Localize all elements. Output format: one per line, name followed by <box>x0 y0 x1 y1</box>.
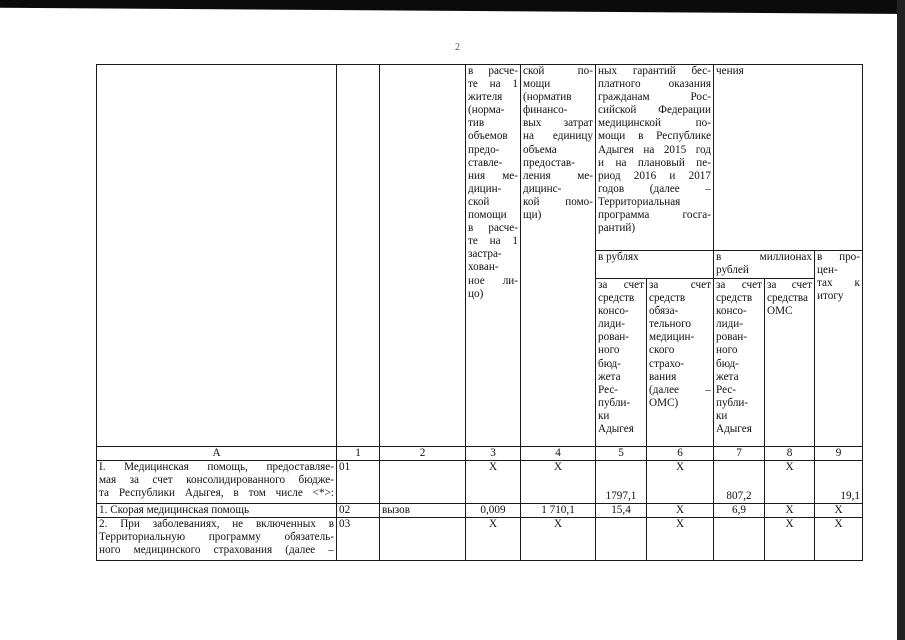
row-unit <box>380 518 466 561</box>
row-c3: 0,009 <box>466 504 521 518</box>
row-c4: Х <box>521 461 596 504</box>
header-name-cell <box>97 65 337 447</box>
colnum-3: 3 <box>466 447 521 461</box>
column-number-row <box>97 447 863 461</box>
row-c7: 807,2 <box>714 461 765 504</box>
header-program-text: ных гарантий бес- платного оказания гражданам Рос- сийской Федерации медицинской по- мощи в Республике Адыгея на 2015 год и на плановый пе- риод 2016 и 2017 годов (далее – Территориальная программа госга- рантий) <box>596 65 714 251</box>
row-c5 <box>596 518 647 561</box>
colnum-9: 9 <box>815 447 863 461</box>
header-in-percent: в про- цен- тах к итогу <box>815 251 863 447</box>
row-c5: 1797,1 <box>596 461 647 504</box>
row-code: 02 <box>337 504 380 518</box>
row-c5: 15,4 <box>596 504 647 518</box>
row-c9: Х <box>815 518 863 561</box>
table-row <box>97 461 863 504</box>
colnum-6: 6 <box>647 447 714 461</box>
page-number: 2 <box>455 42 460 53</box>
row-c8: Х <box>765 461 815 504</box>
row-name: I. Медицинская помощь, предоставляе- мая за счет консолидированного бюдже- та Республики Адыгея, в том числе <*>: <box>97 461 337 504</box>
table-row <box>97 518 863 561</box>
row-name: 2. При заболеваниях, не включенных в Территориальную программу обязатель- ного медицинского страхования (далее – <box>97 518 337 561</box>
row-c4: Х <box>521 518 596 561</box>
row-c7: 6,9 <box>714 504 765 518</box>
row-name: 1. Скорая медицинская помощь <box>97 504 337 518</box>
header-volume-norm: в расче- те на 1 жителя (норма- тив объемов предо- ставле- ния ме- дицин- ской помощи в расче- те на 1 застра- хован- ное ли- цо) <box>466 65 521 447</box>
row-c4: 1 710,1 <box>521 504 596 518</box>
header-unit-cell <box>380 65 466 447</box>
row-c3: Х <box>466 518 521 561</box>
scan-right-border <box>897 0 905 640</box>
header-col6: за счет средств обяза- тельного медицин- ского страхо- вания (далее – ОМС) <box>647 279 714 447</box>
header-col8: за счет средства ОМС <box>765 279 815 447</box>
row-c6: Х <box>647 461 714 504</box>
row-c8: Х <box>765 518 815 561</box>
row-c8: Х <box>765 504 815 518</box>
row-c9: Х <box>815 504 863 518</box>
header-financing: чения <box>714 65 863 251</box>
colnum-8: 8 <box>765 447 815 461</box>
header-col5: за счет средств консо- лиди- рован- ного бюд- жета Рес- публи- ки Адыгея <box>596 279 647 447</box>
header-col7: за счет средств консо- лиди- рован- ного бюд- жета Рес- публи- ки Адыгея <box>714 279 765 447</box>
colnum-4: 4 <box>521 447 596 461</box>
row-unit: вызов <box>380 504 466 518</box>
row-code: 01 <box>337 461 380 504</box>
row-c9: 19,1 <box>815 461 863 504</box>
colnum-7: 7 <box>714 447 765 461</box>
header-code-cell <box>337 65 380 447</box>
row-unit <box>380 461 466 504</box>
colnum-a: А <box>97 447 337 461</box>
row-c7 <box>714 518 765 561</box>
header-in-millions: в миллионах рублей <box>714 251 815 279</box>
table-row <box>97 504 863 518</box>
row-code: 03 <box>337 518 380 561</box>
cost-table <box>96 64 863 561</box>
row-c6: Х <box>647 518 714 561</box>
colnum-2: 2 <box>380 447 466 461</box>
colnum-1: 1 <box>337 447 380 461</box>
row-c3: Х <box>466 461 521 504</box>
header-in-rubles: в рублях <box>596 251 714 279</box>
colnum-5: 5 <box>596 447 647 461</box>
row-c6: Х <box>647 504 714 518</box>
header-cost-norm: ской по- мощи (норматив финансо- вых затрат на единицу объема предостав- ления ме- дицинс- кой помо- щи) <box>521 65 596 447</box>
scan-top-border <box>0 0 905 14</box>
